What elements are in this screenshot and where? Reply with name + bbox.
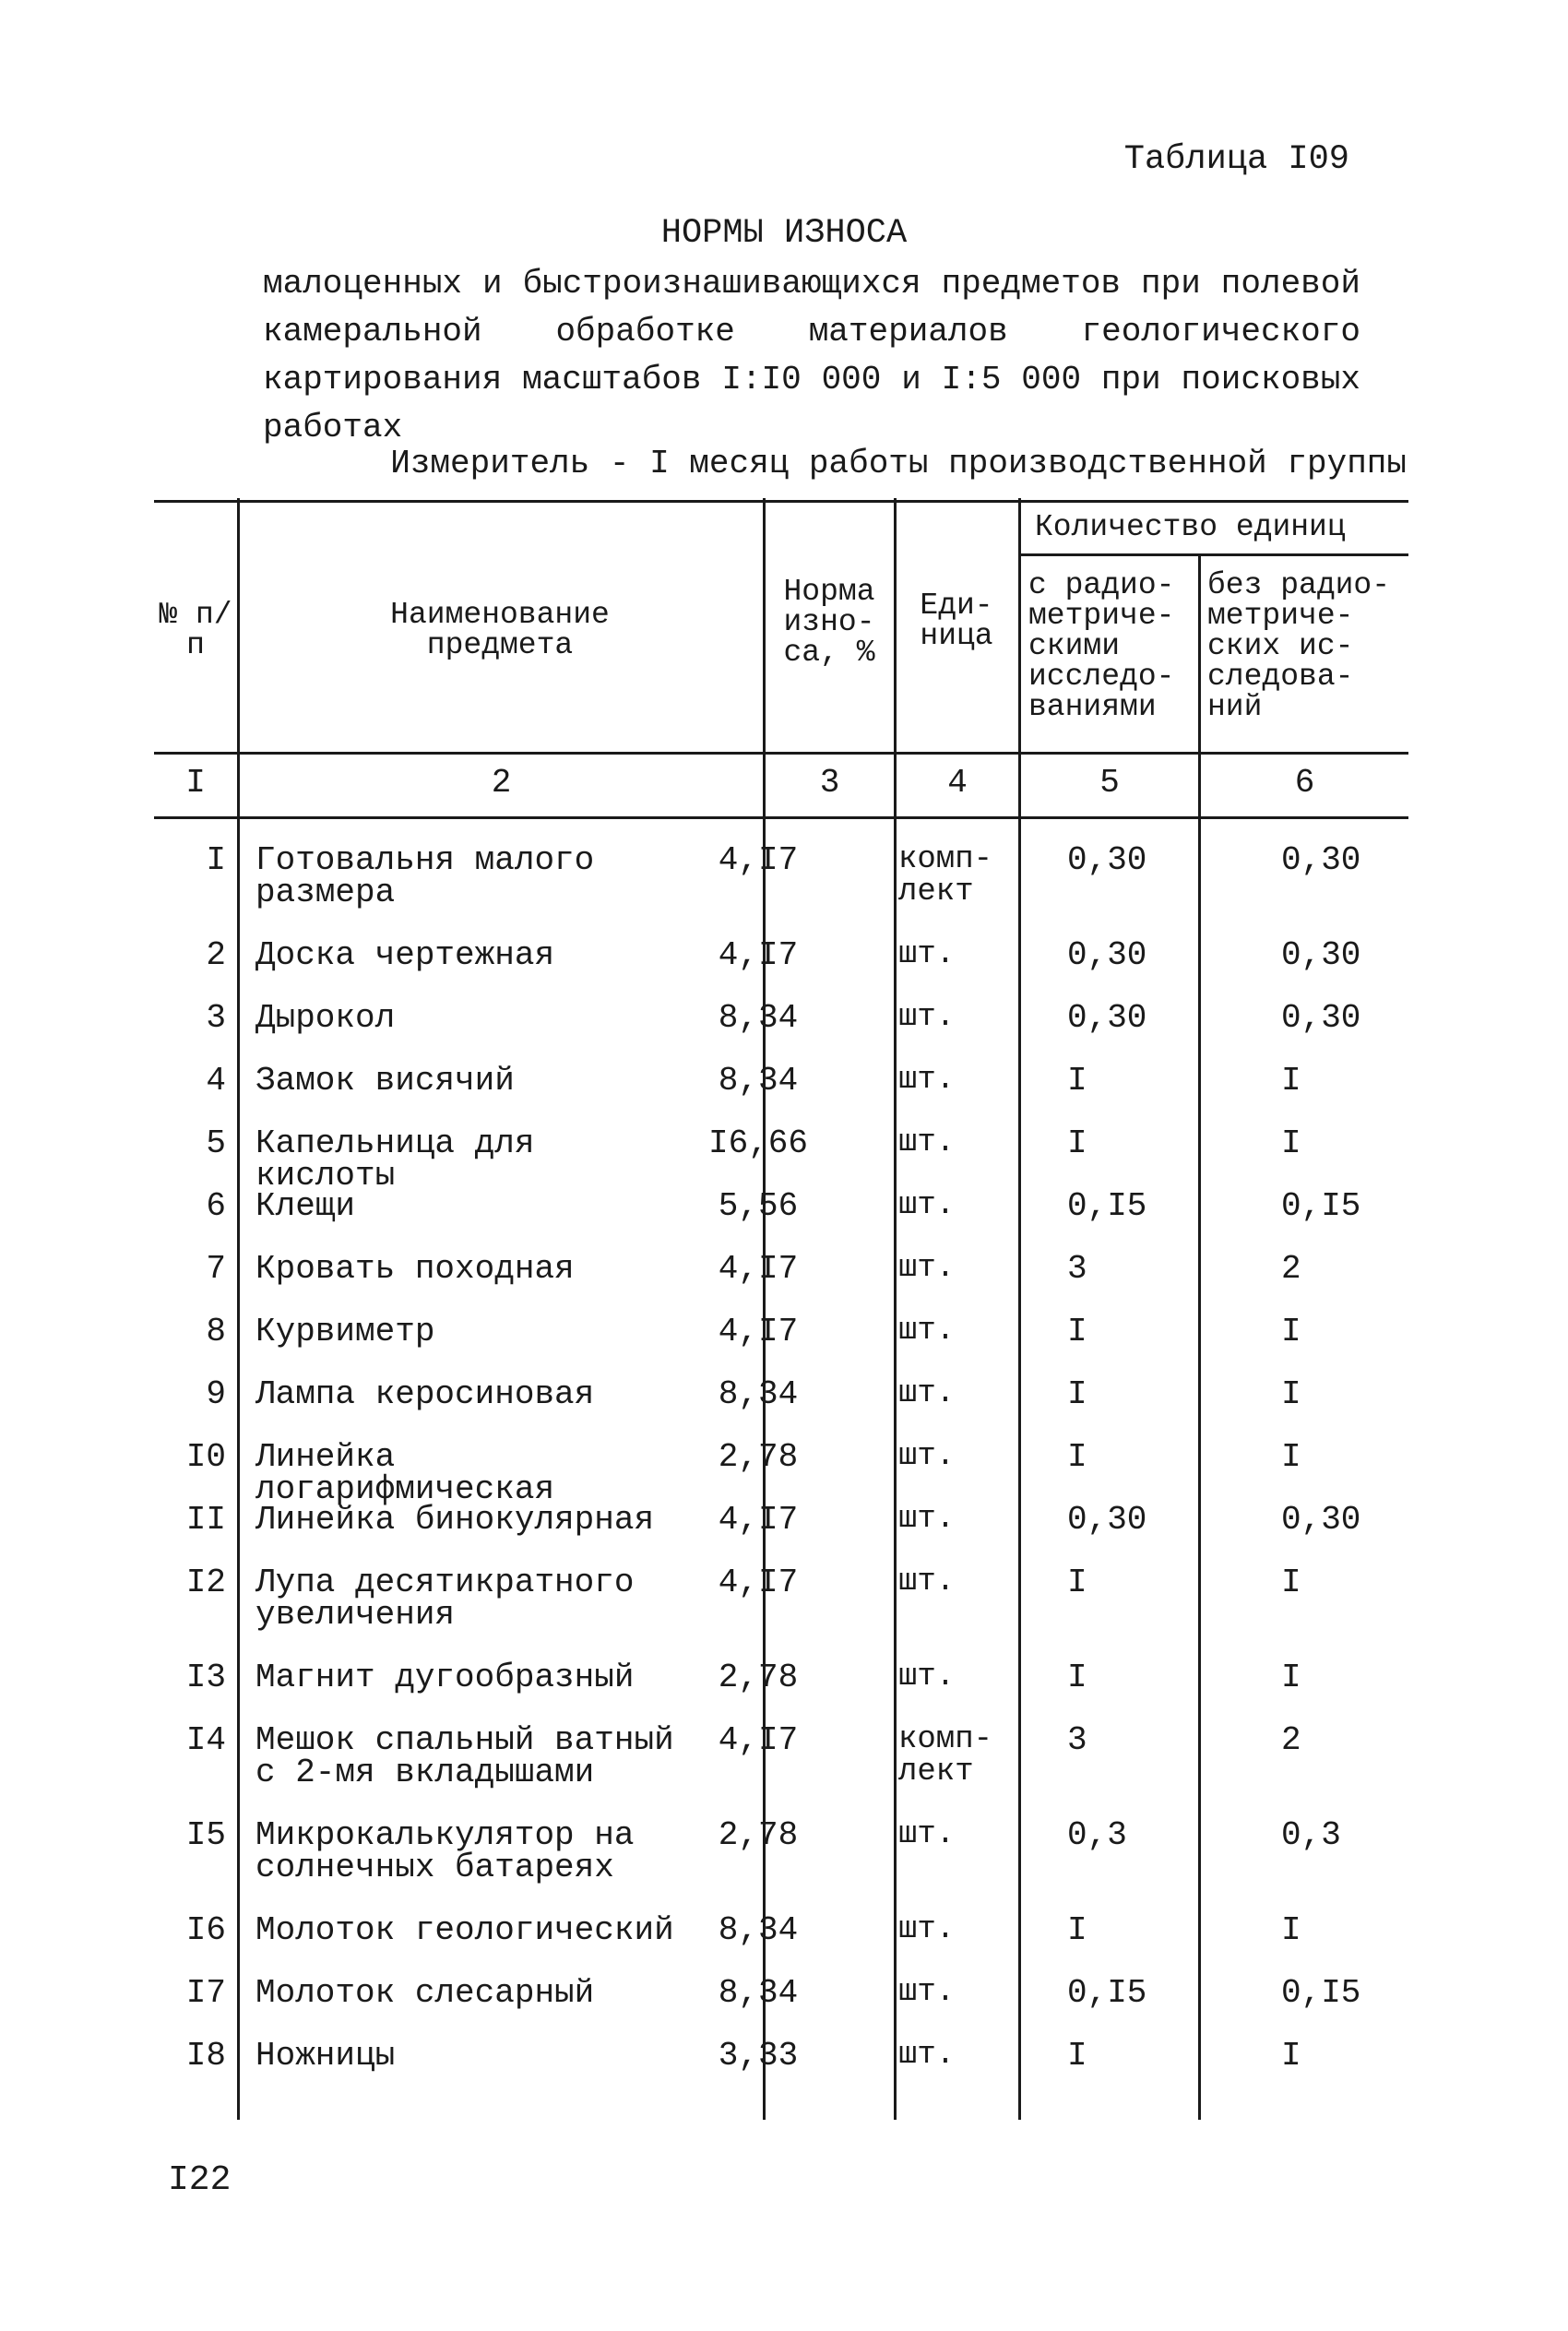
unit: шт.	[898, 1817, 956, 1852]
row-number: 5	[206, 1124, 226, 1162]
unit: шт.	[898, 1659, 956, 1695]
unit: комп-лект	[898, 1722, 993, 1790]
unit: шт.	[898, 1564, 956, 1600]
row-number: 4	[206, 1062, 226, 1100]
unit: шт.	[898, 1251, 956, 1286]
table-label: Таблица I09	[1123, 140, 1349, 179]
colnum-6: 6	[1294, 764, 1315, 802]
unit: шт.	[898, 1188, 956, 1223]
wear-norm: 4,I7	[718, 1564, 799, 1601]
item-name: Молоток слесарный	[255, 1974, 595, 2012]
header-bottom-rule	[154, 752, 1408, 755]
item-name: Замок висячий	[255, 1062, 515, 1100]
document-subtitle: малоценных и быстроизнашивающихся предметов при полевой камеральной обработке материалов геологического картирования масштабов I:I0 000 и I:5 000 при поисковых работах	[263, 265, 1360, 446]
colnum-3: 3	[819, 764, 840, 802]
qty-without-radio: 2	[1281, 1250, 1301, 1288]
document-title: НОРМЫ ИЗНОСА	[660, 214, 908, 253]
row-number: 2	[206, 936, 226, 974]
qty-with-radio: I	[1067, 1313, 1087, 1350]
item-name: Лампа керосиновая	[255, 1375, 595, 1413]
qty-with-radio: 3	[1067, 1721, 1087, 1759]
qty-without-radio: 0,I5	[1281, 1187, 1361, 1225]
item-name: Курвиметр	[255, 1313, 435, 1350]
qty-with-radio: 0,I5	[1067, 1187, 1147, 1225]
unit: шт.	[898, 937, 956, 972]
colnum-4: 4	[947, 764, 968, 802]
unit: шт.	[898, 1502, 956, 1537]
qty-with-radio: I	[1067, 1564, 1087, 1601]
qty-without-radio: I	[1281, 1911, 1301, 1949]
item-name: Дырокол	[255, 999, 396, 1037]
wear-norm: 3,33	[718, 2037, 799, 2075]
col-divider-4	[1018, 498, 1021, 2120]
qty-without-radio: I	[1281, 1659, 1301, 1696]
qty-with-radio: I	[1067, 2037, 1087, 2075]
table-top-rule	[154, 500, 1408, 503]
item-name: Ножницы	[255, 2037, 396, 2075]
row-number: I0	[185, 1438, 226, 1476]
wear-norm: 2,78	[718, 1659, 799, 1696]
colnum-5: 5	[1099, 764, 1120, 802]
qty-without-radio: I	[1281, 1438, 1301, 1476]
item-name: Капельница для кислоты	[255, 1124, 535, 1195]
item-name: Магнит дугообразный	[255, 1659, 635, 1696]
unit: шт.	[898, 1975, 956, 2010]
item-name: Микрокалькулятор на солнечных батареях	[255, 1816, 635, 1886]
qty-with-radio: I	[1067, 1438, 1087, 1476]
qty-without-radio: 0,30	[1281, 936, 1361, 974]
qty-with-radio: I	[1067, 1659, 1087, 1696]
qty-without-radio: 0,30	[1281, 1501, 1361, 1539]
wear-norm: 8,34	[718, 999, 799, 1037]
qty-without-radio: 2	[1281, 1721, 1301, 1759]
colnum-bottom-rule	[154, 816, 1408, 819]
wear-norm: 8,34	[718, 1974, 799, 2012]
row-number: I3	[185, 1659, 226, 1696]
header-without-radio: без радио-метриче-ских ис-следова-ний	[1207, 568, 1391, 724]
row-number: 8	[206, 1313, 226, 1350]
qty-without-radio: 0,30	[1281, 999, 1361, 1037]
unit: шт.	[898, 1314, 956, 1349]
wear-norm: 4,I7	[718, 841, 799, 879]
item-name: Доска чертежная	[255, 936, 555, 974]
qty-with-radio: I	[1067, 1911, 1087, 1949]
header-with-radio: с радио-метриче-скими исследо-ваниями	[1028, 568, 1175, 724]
unit: шт.	[898, 1912, 956, 1947]
item-name: Готовальня малого размера	[255, 841, 595, 911]
item-name: Кровать походная	[255, 1250, 575, 1288]
unit: шт.	[898, 2038, 956, 2073]
wear-norm: I6,66	[707, 1124, 809, 1162]
row-number: 9	[206, 1375, 226, 1413]
wear-norm: 8,34	[718, 1062, 799, 1100]
item-name: Линейка логарифмическая	[255, 1438, 555, 1508]
header-name: Наименование предмета	[390, 598, 610, 662]
wear-norm: 4,I7	[718, 1250, 799, 1288]
header-norm: Норма изно-са, %	[783, 575, 875, 670]
norms-table	[154, 498, 1408, 2120]
qty-with-radio: 0,3	[1067, 1816, 1127, 1854]
colnum-2: 2	[491, 764, 512, 802]
item-name: Лупа десятикратного увеличения	[255, 1564, 635, 1634]
row-number: I2	[185, 1564, 226, 1601]
wear-norm: 4,I7	[718, 1501, 799, 1539]
qty-with-radio: I	[1067, 1124, 1087, 1162]
header-num: № п/п	[159, 598, 232, 662]
unit: шт.	[898, 1063, 956, 1098]
col-divider-2	[763, 498, 766, 2120]
item-name: Мешок спальный ватный с 2-мя вкладышами	[255, 1721, 674, 1791]
page-number: I22	[168, 2160, 232, 2200]
row-number: I8	[185, 2037, 226, 2075]
unit: шт.	[898, 1125, 956, 1160]
header-qty: Количество единиц	[1035, 510, 1346, 544]
qty-group-rule	[1021, 553, 1408, 556]
row-number: I7	[185, 1974, 226, 2012]
item-name: Клещи	[255, 1187, 356, 1225]
qty-with-radio: 0,30	[1067, 841, 1147, 879]
qty-without-radio: I	[1281, 1124, 1301, 1162]
unit: шт.	[898, 1376, 956, 1411]
qty-with-radio: 0,30	[1067, 999, 1147, 1037]
qty-with-radio: 3	[1067, 1250, 1087, 1288]
meter-label: Измеритель - I месяц работы производственной группы	[390, 445, 1407, 482]
item-name: Молоток геологический	[255, 1911, 674, 1949]
wear-norm: 8,34	[718, 1375, 799, 1413]
qty-without-radio: 0,3	[1281, 1816, 1341, 1854]
wear-norm: 5,56	[718, 1187, 799, 1225]
col-divider-3	[894, 498, 897, 2120]
row-number: 3	[206, 999, 226, 1037]
row-number: I6	[185, 1911, 226, 1949]
row-number: 7	[206, 1250, 226, 1288]
wear-norm: 2,78	[718, 1816, 799, 1854]
unit: шт.	[898, 1439, 956, 1474]
unit: комп-лект	[898, 842, 993, 910]
qty-without-radio: 0,I5	[1281, 1974, 1361, 2012]
qty-with-radio: I	[1067, 1062, 1087, 1100]
wear-norm: 8,34	[718, 1911, 799, 1949]
header-unit: Еди-ница	[920, 589, 993, 653]
wear-norm: 4,I7	[718, 1313, 799, 1350]
row-number: 6	[206, 1187, 226, 1225]
colnum-1: I	[185, 764, 206, 802]
col-divider-1	[237, 498, 240, 2120]
qty-without-radio: I	[1281, 1313, 1301, 1350]
qty-without-radio: 0,30	[1281, 841, 1361, 879]
qty-without-radio: I	[1281, 1375, 1301, 1413]
qty-with-radio: 0,30	[1067, 936, 1147, 974]
unit: шт.	[898, 1000, 956, 1035]
qty-with-radio: 0,30	[1067, 1501, 1147, 1539]
wear-norm: 2,78	[718, 1438, 799, 1476]
qty-without-radio: I	[1281, 2037, 1301, 2075]
row-number: II	[185, 1501, 226, 1539]
item-name: Линейка бинокулярная	[255, 1501, 655, 1539]
row-number: I	[206, 841, 226, 879]
qty-without-radio: I	[1281, 1564, 1301, 1601]
qty-with-radio: 0,I5	[1067, 1974, 1147, 2012]
row-number: I5	[185, 1816, 226, 1854]
row-number: I4	[185, 1721, 226, 1759]
qty-with-radio: I	[1067, 1375, 1087, 1413]
qty-without-radio: I	[1281, 1062, 1301, 1100]
wear-norm: 4,I7	[718, 1721, 799, 1759]
wear-norm: 4,I7	[718, 936, 799, 974]
